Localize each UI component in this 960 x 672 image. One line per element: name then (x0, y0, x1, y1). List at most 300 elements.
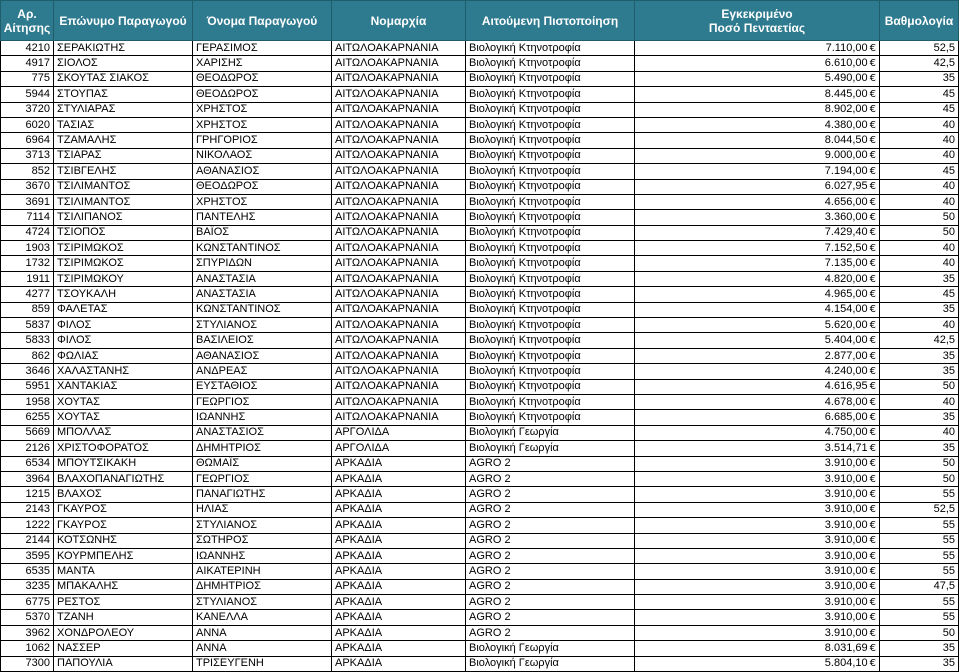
cell-score: 40 (880, 394, 959, 409)
currency-symbol: € (869, 211, 876, 223)
header-prefecture[interactable] (332, 1, 466, 41)
table-row[interactable] (1, 548, 959, 563)
currency-symbol: € (869, 458, 876, 470)
cell-approved-amount (635, 379, 880, 394)
cell-producer-name: ΙΩΑΝΝΗΣ (193, 548, 332, 563)
cell-approved-amount (635, 656, 880, 671)
table-row[interactable] (1, 456, 959, 471)
cell-producer-surname: ΤΖΑΝΗ (54, 610, 193, 625)
amount-value: 7.429,40 (824, 226, 868, 239)
cell-approved-amount (635, 564, 880, 579)
table-row[interactable] (1, 441, 959, 456)
cell-certification: Βιολογική Κτηνοτροφία (466, 333, 635, 348)
cell-approved-amount (635, 625, 880, 640)
currency-symbol: € (869, 427, 876, 439)
amount-value: 7.110,00 (825, 41, 868, 54)
amount-value: 7.135,00 (824, 257, 868, 270)
amount-value: 4.678,00 (824, 395, 868, 408)
cell-score: 40 (880, 318, 959, 333)
cell-score: 50 (880, 210, 959, 225)
header-score-label: Βαθμολογία (884, 13, 954, 28)
cell-certification: AGRO 2 (466, 502, 635, 517)
cell-producer-name: ΓΡΗΓΟΡΙΟΣ (193, 133, 332, 148)
amount-value: 3.910,00 (824, 595, 868, 608)
cell-prefecture: ΑΡΚΑΔΙΑ (332, 518, 466, 533)
cell-application-number: 4210 (1, 41, 54, 56)
cell-producer-surname: ΦΙΛΟΣ (54, 333, 193, 348)
cell-producer-surname: ΣΕΡΑΚΙΩΤΗΣ (54, 41, 193, 56)
cell-score: 40 (880, 425, 959, 440)
cell-prefecture: ΑΙΤΩΛΟΑΚΑΡΝΑΝΙΑ (332, 333, 466, 348)
amount-value: 4.965,00 (824, 287, 868, 300)
table-row[interactable] (1, 287, 959, 302)
cell-producer-surname: ΧΟΥΤΑΣ (54, 410, 193, 425)
cell-approved-amount (635, 87, 880, 102)
cell-producer-surname: ΤΣΙΡΙΜΩΚΟΣ (54, 256, 193, 271)
cell-application-number: 1215 (1, 487, 54, 502)
header-score[interactable] (880, 1, 959, 41)
currency-symbol: € (869, 473, 876, 485)
cell-application-number: 862 (1, 348, 54, 363)
table-row[interactable] (1, 41, 959, 56)
table-row[interactable] (1, 333, 959, 348)
amount-value: 3.910,00 (824, 472, 868, 485)
cell-prefecture: ΑΡΚΑΔΙΑ (332, 502, 466, 517)
cell-producer-name: ΓΕΡΑΣΙΜΟΣ (193, 41, 332, 56)
cell-application-number: 3713 (1, 148, 54, 163)
cell-producer-surname: ΤΣΙΑΡΑΣ (54, 148, 193, 163)
cell-application-number: 5833 (1, 333, 54, 348)
currency-symbol: € (869, 535, 876, 547)
cell-producer-surname: ΧΟΥΤΑΣ (54, 394, 193, 409)
cell-approved-amount (635, 441, 880, 456)
cell-certification: Βιολογική Γεωργία (466, 656, 635, 671)
cell-approved-amount (635, 41, 880, 56)
cell-application-number: 859 (1, 302, 54, 317)
cell-prefecture: ΑΡΚΑΔΙΑ (332, 595, 466, 610)
cell-score: 45 (880, 164, 959, 179)
amount-value: 3.910,00 (824, 488, 868, 501)
amount-value: 4.380,00 (824, 118, 868, 131)
currency-symbol: € (869, 442, 876, 454)
amount-value: 3.910,00 (824, 518, 868, 531)
cell-certification: AGRO 2 (466, 456, 635, 471)
table-row[interactable] (1, 379, 959, 394)
cell-certification: Βιολογική Κτηνοτροφία (466, 287, 635, 302)
cell-application-number: 1911 (1, 271, 54, 286)
cell-score: 35 (880, 348, 959, 363)
cell-producer-surname: ΤΣΙΡΙΜΩΚΟΥ (54, 271, 193, 286)
cell-producer-name: ΚΩΝΣΤΑΝΤΙΝΟΣ (193, 241, 332, 256)
currency-symbol: € (869, 642, 876, 654)
cell-score: 55 (880, 564, 959, 579)
table-row[interactable] (1, 533, 959, 548)
table-row[interactable] (1, 425, 959, 440)
cell-producer-name: ΣΤΥΛΙΑΝΟΣ (193, 318, 332, 333)
table-row[interactable] (1, 471, 959, 486)
cell-approved-amount (635, 579, 880, 594)
cell-prefecture: ΑΙΤΩΛΟΑΚΑΡΝΑΝΙΑ (332, 148, 466, 163)
cell-prefecture: ΑΙΤΩΛΟΑΚΑΡΝΑΝΙΑ (332, 210, 466, 225)
header-producer-surname[interactable] (54, 1, 193, 41)
cell-approved-amount (635, 502, 880, 517)
cell-application-number: 5669 (1, 425, 54, 440)
table-row[interactable] (1, 518, 959, 533)
cell-score: 45 (880, 87, 959, 102)
cell-prefecture: ΑΙΤΩΛΟΑΚΑΡΝΑΝΙΑ (332, 318, 466, 333)
table-row[interactable] (1, 364, 959, 379)
cell-approved-amount (635, 133, 880, 148)
cell-certification: Βιολογική Γεωργία (466, 441, 635, 456)
amount-value: 4.154,00 (824, 303, 868, 316)
cell-score: 35 (880, 410, 959, 425)
header-approved-amount[interactable] (635, 1, 880, 41)
cell-application-number: 3720 (1, 102, 54, 117)
cell-approved-amount (635, 287, 880, 302)
cell-producer-name: ΔΗΜΗΤΡΙΟΣ (193, 441, 332, 456)
currency-symbol: € (869, 135, 876, 147)
amount-value: 4.240,00 (824, 364, 868, 377)
amount-value: 6.685,00 (824, 411, 868, 424)
cell-prefecture: ΑΡΚΑΔΙΑ (332, 471, 466, 486)
cell-score: 40 (880, 179, 959, 194)
cell-approved-amount (635, 302, 880, 317)
table-row[interactable] (1, 610, 959, 625)
table-row[interactable] (1, 318, 959, 333)
cell-producer-name: ΠΑΝΤΕΛΗΣ (193, 210, 332, 225)
cell-certification: Βιολογική Κτηνοτροφία (466, 102, 635, 117)
amount-value: 6.027,95 (824, 180, 868, 193)
currency-symbol: € (869, 196, 876, 208)
table-row[interactable] (1, 502, 959, 517)
header-prefecture-label: Νομαρχία (370, 13, 427, 28)
cell-producer-surname: ΓΚΑΥΡΟΣ (54, 518, 193, 533)
currency-symbol: € (869, 42, 876, 54)
table-row[interactable] (1, 56, 959, 71)
currency-symbol: € (869, 627, 876, 639)
currency-symbol: € (869, 104, 876, 116)
cell-certification: AGRO 2 (466, 471, 635, 486)
cell-producer-surname: ΒΛΑΧΟΣ (54, 487, 193, 502)
amount-value: 5.804,10 (824, 657, 868, 670)
cell-approved-amount (635, 148, 880, 163)
cell-producer-surname: ΤΣΙΛΙΠΑΝΟΣ (54, 210, 193, 225)
cell-certification: Βιολογική Κτηνοτροφία (466, 256, 635, 271)
cell-score: 52,5 (880, 41, 959, 56)
cell-certification: Βιολογική Κτηνοτροφία (466, 271, 635, 286)
currency-symbol: € (869, 88, 876, 100)
table-row[interactable] (1, 564, 959, 579)
header-certification[interactable] (466, 1, 635, 41)
cell-application-number: 6534 (1, 456, 54, 471)
cell-producer-name: ΒΑΣΙΛΕΙΟΣ (193, 333, 332, 348)
header-application-number-label: Αρ. Αίτησης (3, 6, 51, 35)
amount-value: 4.616,95 (824, 380, 868, 393)
cell-approved-amount (635, 241, 880, 256)
cell-score: 55 (880, 595, 959, 610)
cell-producer-name: ΧΡΗΣΤΟΣ (193, 102, 332, 117)
cell-producer-name: ΤΡΙΣΕΥΓΕΝΗ (193, 656, 332, 671)
header-row (1, 1, 959, 41)
cell-application-number: 4724 (1, 225, 54, 240)
cell-producer-name: ΣΠΥΡΙΔΩΝ (193, 256, 332, 271)
cell-prefecture: ΑΙΤΩΛΟΑΚΑΡΝΑΝΙΑ (332, 348, 466, 363)
cell-application-number: 6255 (1, 410, 54, 425)
table-row[interactable] (1, 256, 959, 271)
table-row[interactable] (1, 225, 959, 240)
cell-prefecture: ΑΙΤΩΛΟΑΚΑΡΝΑΝΙΑ (332, 117, 466, 132)
cell-producer-name: ΑΝΑΣΤΑΣΙΟΣ (193, 425, 332, 440)
table-row[interactable] (1, 179, 959, 194)
cell-producer-surname: ΒΛΑΧΟΠΑΝΑΓΙΩΤΗΣ (54, 471, 193, 486)
table-row[interactable] (1, 71, 959, 86)
cell-approved-amount (635, 256, 880, 271)
table-row[interactable] (1, 164, 959, 179)
cell-approved-amount (635, 471, 880, 486)
amount-value: 5.490,00 (824, 72, 868, 85)
cell-approved-amount (635, 271, 880, 286)
currency-symbol: € (869, 150, 876, 162)
cell-prefecture: ΑΙΤΩΛΟΑΚΑΡΝΑΝΙΑ (332, 394, 466, 409)
table-row[interactable] (1, 348, 959, 363)
cell-certification: Βιολογική Κτηνοτροφία (466, 133, 635, 148)
cell-prefecture: ΑΙΤΩΛΟΑΚΑΡΝΑΝΙΑ (332, 225, 466, 240)
cell-approved-amount (635, 410, 880, 425)
amount-value: 3.910,00 (824, 503, 868, 516)
table-row[interactable] (1, 133, 959, 148)
cell-producer-surname: ΧΟΝΔΡΟΛΕΟΥ (54, 625, 193, 640)
cell-producer-surname: ΤΣΙΛΙΜΑΝΤΟΣ (54, 179, 193, 194)
currency-symbol: € (869, 550, 876, 562)
cell-application-number: 4917 (1, 56, 54, 71)
cell-approved-amount (635, 117, 880, 132)
cell-producer-name: ΓΕΩΡΓΙΟΣ (193, 471, 332, 486)
table-row[interactable] (1, 394, 959, 409)
cell-approved-amount (635, 487, 880, 502)
table-row[interactable] (1, 487, 959, 502)
table-row[interactable] (1, 410, 959, 425)
currency-symbol: € (869, 119, 876, 131)
table-row[interactable] (1, 241, 959, 256)
currency-symbol: € (869, 581, 876, 593)
cell-approved-amount (635, 225, 880, 240)
cell-score: 40 (880, 133, 959, 148)
cell-score: 35 (880, 656, 959, 671)
cell-application-number: 2144 (1, 533, 54, 548)
currency-symbol: € (869, 412, 876, 424)
table-row[interactable] (1, 148, 959, 163)
cell-certification: AGRO 2 (466, 579, 635, 594)
cell-score: 35 (880, 271, 959, 286)
cell-score: 55 (880, 487, 959, 502)
amount-value: 6.610,00 (824, 57, 868, 70)
cell-producer-surname: ΧΑΝΤΑΚΙΑΣ (54, 379, 193, 394)
cell-prefecture: ΑΙΤΩΛΟΑΚΑΡΝΑΝΙΑ (332, 71, 466, 86)
cell-score: 40 (880, 117, 959, 132)
cell-score: 35 (880, 364, 959, 379)
cell-certification: Βιολογική Κτηνοτροφία (466, 164, 635, 179)
table-row[interactable] (1, 102, 959, 117)
cell-application-number: 4277 (1, 287, 54, 302)
cell-application-number: 3646 (1, 364, 54, 379)
table-row[interactable] (1, 641, 959, 656)
cell-prefecture: ΑΙΤΩΛΟΑΚΑΡΝΑΝΙΑ (332, 133, 466, 148)
cell-producer-surname: ΜΠΑΚΑΛΗΣ (54, 579, 193, 594)
cell-approved-amount (635, 56, 880, 71)
cell-score: 50 (880, 225, 959, 240)
cell-prefecture: ΑΙΤΩΛΟΑΚΑΡΝΑΝΙΑ (332, 87, 466, 102)
cell-score: 40 (880, 256, 959, 271)
header-producer-name-label: Όνομα Παραγωγού (206, 13, 318, 28)
cell-score: 42,5 (880, 333, 959, 348)
amount-value: 3.910,00 (824, 564, 868, 577)
cell-prefecture: ΑΙΤΩΛΟΑΚΑΡΝΑΝΙΑ (332, 56, 466, 71)
cell-prefecture: ΑΡΚΑΔΙΑ (332, 564, 466, 579)
cell-prefecture: ΑΡΚΑΔΙΑ (332, 579, 466, 594)
cell-certification: Βιολογική Κτηνοτροφία (466, 318, 635, 333)
cell-prefecture: ΑΡΚΑΔΙΑ (332, 625, 466, 640)
cell-score: 35 (880, 302, 959, 317)
cell-certification: AGRO 2 (466, 625, 635, 640)
cell-score: 55 (880, 533, 959, 548)
cell-producer-name: ΗΛΙΑΣ (193, 502, 332, 517)
cell-prefecture: ΑΙΤΩΛΟΑΚΑΡΝΑΝΙΑ (332, 271, 466, 286)
cell-producer-surname: ΤΑΣΙΑΣ (54, 117, 193, 132)
cell-producer-surname: ΜΠΟΥΤΣΙΚΑΚΗ (54, 456, 193, 471)
table-row[interactable] (1, 625, 959, 640)
table-row[interactable] (1, 87, 959, 102)
cell-certification: Βιολογική Κτηνοτροφία (466, 148, 635, 163)
cell-approved-amount (635, 456, 880, 471)
table-row[interactable] (1, 194, 959, 209)
cell-approved-amount (635, 210, 880, 225)
cell-producer-surname: ΚΟΤΣΩΝΗΣ (54, 533, 193, 548)
currency-symbol: € (869, 658, 876, 670)
amount-value: 3.910,00 (824, 457, 868, 470)
header-producer-name[interactable] (193, 1, 332, 41)
amount-value: 2.877,00 (824, 349, 868, 362)
cell-producer-surname: ΦΙΛΟΣ (54, 318, 193, 333)
cell-approved-amount (635, 333, 880, 348)
table-row[interactable] (1, 117, 959, 132)
cell-producer-name: ΑΝΔΡΕΑΣ (193, 364, 332, 379)
amount-value: 8.031,69 (824, 641, 868, 654)
cell-producer-name: ΑΝΑΣΤΑΣΙΑ (193, 287, 332, 302)
currency-symbol: € (869, 565, 876, 577)
cell-producer-surname: ΤΣΙΛΙΜΑΝΤΟΣ (54, 194, 193, 209)
cell-application-number: 1903 (1, 241, 54, 256)
currency-symbol: € (869, 258, 876, 270)
cell-producer-surname: ΣΤΥΛΙΑΡΑΣ (54, 102, 193, 117)
cell-producer-name: ΑΘΑΝΑΣΙΟΣ (193, 164, 332, 179)
cell-producer-name: ΣΩΤΗΡΟΣ (193, 533, 332, 548)
cell-producer-surname: ΚΟΥΡΜΠΕΛΗΣ (54, 548, 193, 563)
table-row[interactable] (1, 210, 959, 225)
cell-application-number: 6964 (1, 133, 54, 148)
cell-application-number: 1732 (1, 256, 54, 271)
cell-application-number: 3691 (1, 194, 54, 209)
cell-certification: AGRO 2 (466, 548, 635, 563)
cell-certification: Βιολογική Κτηνοτροφία (466, 364, 635, 379)
cell-prefecture: ΑΡΚΑΔΙΑ (332, 656, 466, 671)
currency-symbol: € (869, 350, 876, 362)
cell-score: 40 (880, 194, 959, 209)
table-header (1, 1, 959, 41)
cell-application-number: 3235 (1, 579, 54, 594)
cell-application-number: 775 (1, 71, 54, 86)
cell-producer-name: ΚΑΝΕΛΛΑ (193, 610, 332, 625)
cell-application-number: 5370 (1, 610, 54, 625)
cell-producer-surname: ΤΖΑΜΑΛΗΣ (54, 133, 193, 148)
cell-producer-surname: ΣΤΟΥΠΑΣ (54, 87, 193, 102)
cell-approved-amount (635, 318, 880, 333)
cell-certification: AGRO 2 (466, 487, 635, 502)
cell-producer-surname: ΜΠΟΛΛΑΣ (54, 425, 193, 440)
amount-value: 3.514,71 (824, 441, 868, 454)
currency-symbol: € (869, 519, 876, 531)
cell-producer-name: ΘΕΟΔΩΡΟΣ (193, 179, 332, 194)
cell-application-number: 2126 (1, 441, 54, 456)
cell-producer-name: ΑΙΚΑΤΕΡΙΝΗ (193, 564, 332, 579)
cell-approved-amount (635, 394, 880, 409)
cell-score: 50 (880, 625, 959, 640)
cell-producer-surname: ΤΣΟΥΚΑΛΗ (54, 287, 193, 302)
header-application-number[interactable] (1, 1, 54, 41)
table-row[interactable] (1, 271, 959, 286)
table-row[interactable] (1, 302, 959, 317)
cell-application-number: 1958 (1, 394, 54, 409)
cell-application-number: 2143 (1, 502, 54, 517)
table-row[interactable] (1, 656, 959, 671)
cell-producer-surname: ΦΑΛΕΤΑΣ (54, 302, 193, 317)
cell-approved-amount (635, 194, 880, 209)
cell-application-number: 1062 (1, 641, 54, 656)
cell-prefecture: ΑΙΤΩΛΟΑΚΑΡΝΑΝΙΑ (332, 287, 466, 302)
amount-value: 3.360,00 (824, 210, 868, 223)
cell-certification: Βιολογική Κτηνοτροφία (466, 56, 635, 71)
cell-application-number: 3962 (1, 625, 54, 640)
header-producer-surname-label: Επώνυμο Παραγωγού (59, 13, 187, 28)
cell-prefecture: ΑΙΤΩΛΟΑΚΑΡΝΑΝΙΑ (332, 164, 466, 179)
cell-application-number: 6535 (1, 564, 54, 579)
cell-producer-name: ΕΥΣΤΑΘΙΟΣ (193, 379, 332, 394)
cell-producer-surname: ΜΑΝΤΑ (54, 564, 193, 579)
cell-approved-amount (635, 610, 880, 625)
amount-value: 7.152,50 (824, 241, 868, 254)
amount-value: 8.902,00 (824, 103, 868, 116)
cell-certification: Βιολογική Κτηνοτροφία (466, 210, 635, 225)
cell-producer-surname: ΧΡΙΣΤΟΦΟΡΑΤΟΣ (54, 441, 193, 456)
amount-value: 4.750,00 (824, 426, 868, 439)
cell-producer-name: ΑΝΝΑ (193, 625, 332, 640)
table-row[interactable] (1, 595, 959, 610)
cell-producer-name: ΣΤΥΛΙΑΝΟΣ (193, 595, 332, 610)
header-certification-label: Αιτούμενη Πιστοποίηση (481, 13, 619, 28)
cell-prefecture: ΑΙΤΩΛΟΑΚΑΡΝΑΝΙΑ (332, 256, 466, 271)
amount-value: 5.620,00 (824, 318, 868, 331)
currency-symbol: € (869, 612, 876, 624)
cell-certification: Βιολογική Κτηνοτροφία (466, 179, 635, 194)
amount-value: 3.910,00 (824, 626, 868, 639)
currency-symbol: € (869, 288, 876, 300)
cell-producer-name: ΚΩΝΣΤΑΝΤΙΝΟΣ (193, 302, 332, 317)
cell-score: 50 (880, 456, 959, 471)
cell-approved-amount (635, 595, 880, 610)
cell-prefecture: ΑΙΤΩΛΟΑΚΑΡΝΑΝΙΑ (332, 179, 466, 194)
table-row[interactable] (1, 579, 959, 594)
cell-prefecture: ΑΙΤΩΛΟΑΚΑΡΝΑΝΙΑ (332, 102, 466, 117)
cell-application-number: 7114 (1, 210, 54, 225)
